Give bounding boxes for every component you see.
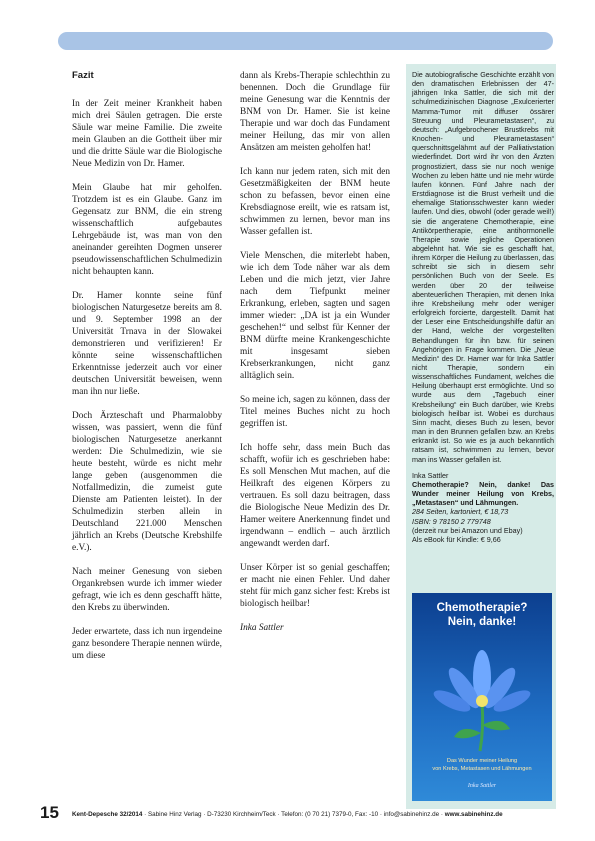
cover-title [412,601,552,629]
book-sidebar-text [412,70,554,544]
book-cover [412,593,552,801]
footer-publisher: · Sabine Hinz Verlag · D-73230 Kirchheim/Teck · Telefon: (0 70 21) 7379-0, Fax: -10 · info@sabinehinz.de · [142,811,445,818]
paragraph: In der Zeit meiner Krankheit haben mich drei Säulen getragen. Die erste Säule war meine Familie. Die zweite mein Glauben an die Gottheit über mir und die dritte Säule war die Biologische Neue Medizin von Dr. Hamer. [72,99,222,169]
paragraph: Dr. Hamer konnte seine fünf biologischen Naturgesetze bereits am 8. und 9. September 1998 an der Universität Trnava in der Slowakei demonstrieren und verifizieren! Er könnte seine wissenschaftlichen Erkenntnisse jederzeit auch vor einer deutschen Universität beweisen, wenn man ihn nur ließe. [72,291,222,397]
cover-title-line: Nein, danke! [447,616,517,628]
footer-issue: Kent-Depesche 32/2014 [72,811,143,818]
paragraph: Ich hoffe sehr, dass mein Buch das schafft, wofür ich es geschrieben habe: Es soll Menschen Mut machen, auf die Heilkraft des eigenen Körpers zu vertrauen. Es soll dazu beitragen, dass die Biologische Neue Medizin des Dr. Hamer weitere Anerkennung findet und irgendwann – endlich – auch ärztlich angewandt werden darf. [240,443,390,549]
book-pages: 284 Seiten, kartoniert, € 18,73 [412,507,509,517]
paragraph: So meine ich, sagen zu können, dass der Titel meines Buches nicht zu hoch gegriffen ist. [240,395,391,429]
flower-center [476,695,488,707]
paragraph: Viele Menschen, die miterlebt haben, wie ich dem Tode näher war als dem Leben und die mich jetzt, vier Jahre nach dem Tiefpunkt meiner Erkrankung, erleben, sagten und sagen immer wieder: „DA ist ja ein Wunder geschehen!“ und selbst für Kenner der BNM dürfte meine Krankengeschichte mit insgesamt sieben Krebserkrankungen, nicht ganz alltäglich sein. [240,251,390,381]
cover-author: Inka Sattler [467,783,497,789]
flower-leaf [454,729,481,739]
book-description: Die autobiografische Geschichte erzählt von den dramatischen Erlebnissen der 47-jährigen Inka Sattler, die sich mit der schulmedizinischen Diagnose „Exulcerierter Mamma-Tumor mit diffuser össärer Streuung und Pleurametastasen“, zu deutsch: „Aufgebrochener Brustkrebs mit Knochen- und Pleurametastasen“ querschnittsgelähmt auf der Palliativstation wiederfindet. Dort wird ihr von den Ärzten prognostiziert, dass sie nur noch wenige Wochen zu leben hätte und nie mehr würde laufen können. Fünf Jahre nach der Erstdiagnose ist die Brust verheilt und die ehemalige Stationsschwester kann wieder laufen. Und dies, obwohl (oder gerade weil!) sie die angeratene Chemotherapie, eine Antikörpertherapie, eine antihormonelle Therapie sowie jegliche Operationen abgelehnt hat. Wie sie es geschafft hat, ihrem Körper die Heilung zu überlassen, das schreibt sie sich in diesem sehr persönlichen Buch von der Seele. Es werden über 20 der teilweise abenteuerlichen Therapien, mit denen Inka ihre Krebsheilung mehr oder weniger erfolgreich forcierte, dargestellt. Damit hat der Leser eine Entscheidungshilfe dafür an der Hand, welche der vorgestellten Behandlungen für ihn bzw. für seinen Angehörigen in Frage kommen. Die „Neue Medizin“ des Dr. Hamer war für Inka Sattler nicht Therapie, sondern ein wissenschaftliches Fundament, welches die Heilung überhaupt erst ermöglichte. Und so wurde aus dem „Tagebuch einer Krebsheilung“ ein Buch darüber, wie Krebs biologisch heilbar ist. Wobei es durchaus Sinn macht, dieses Buch zu lesen, bevor man in den Brunnen gefallen bzw. an Krebs erkrankt ist. So wie es ja auch bekanntlich ratsam ist, schwimmen zu lernen, bevor man ins Wasser gefallen ist. [412,70,554,464]
paragraph: Mein Glaube hat mir geholfen. Trotzdem ist es ein Glaube. Ganz im Gegensatz zur BNM, die ein streng wissenschaftlich aufgebautes Lehrgebäude ist, was man von den aneinander gereihten Dogmen unserer pseudowissenschaftlichen Schulmedizin nicht behaupten kann. [72,183,223,277]
paragraph: Doch Ärzteschaft und Pharmalobby wissen, was passiert, wenn die fünf biologischen Naturgesetze anerkannt werden: Die Schulmedizin, wie sie heute besteht, würde es nicht mehr lange geben (ausgenommen die Notfallmedizin, die zumeist gute Dienste am Patienten leistet). In der Schulmedizin sterben allein in Deutschland 221.000 Menschen jährlich an Krebs (Deutsche Krebshilfe e.V.). [72,411,222,553]
book-author: Inka Sattler [412,470,449,480]
book-title: Chemotherapie? Nein, danke! Das Wunder meiner Heilung von Krebs, „Metastasen“ und Lähmungen. [412,479,554,508]
page-number: 15 [40,803,59,822]
flower-stem [480,703,483,751]
paragraph: Nach meiner Genesung von sieben Organkrebsen wurde ich immer wieder gefragt, wie ich es denn geschafft hätte, den Krebs zu überwinden. [72,567,222,613]
cover-subtitle-line: von Krebs, Metastasen und Lähmungen [432,765,532,772]
book-ebook-price: Als eBook für Kindle: € 9,66 [412,534,501,544]
header-bar [58,32,553,50]
book-isbn: ISBN: 9 78150 2 779748 [412,516,491,526]
author-signature: Inka Sattler [240,623,284,633]
article-column-2 [240,70,390,646]
cover-subtitle-line: Das Wunder meiner Heilung [446,758,518,764]
flower-illustration [412,633,552,753]
section-heading: Fazit [72,70,94,81]
book-availability: (derzeit nur bei Amazon und Ebay) [412,525,523,535]
footer [72,811,554,818]
footer-url[interactable]: www.sabinehinz.de [444,811,503,818]
paragraph: Jeder erwartete, dass ich nun irgendeine ganz besondere Therapie nennen würde, um diese [72,627,222,661]
cover-subtitle [416,758,548,773]
paragraph: Ich kann nur jedem raten, sich mit den Gesetzmäßigkeiten der BNM heute schon zu befassen, bevor einen eine Krebsdiagnose ereilt, wie es ratsam ist, schwimmen zu lernen, bevor man ins Wasser gefallen ist. [240,167,390,237]
paragraph: Unser Körper ist so genial geschaffen; er macht nie einen Fehler. Und daher steht für mich ganz sicher fest: Krebs ist biologisch heilbar! [240,563,390,609]
article-column-1 [72,70,222,674]
cover-title-line: Chemotherapie? [436,602,528,614]
paragraph: dann als Krebs-Therapie schlechthin zu benennen. Doch die Grundlage für meine Genesung war die Kenntnis der BNM von Dr. Hamer. Sie ist keine Therapie und war doch das Fundament meiner Heilung, das mir von allen Ansätzen am meisten geholfen hat! [240,71,390,153]
flower-leaf [482,721,510,731]
